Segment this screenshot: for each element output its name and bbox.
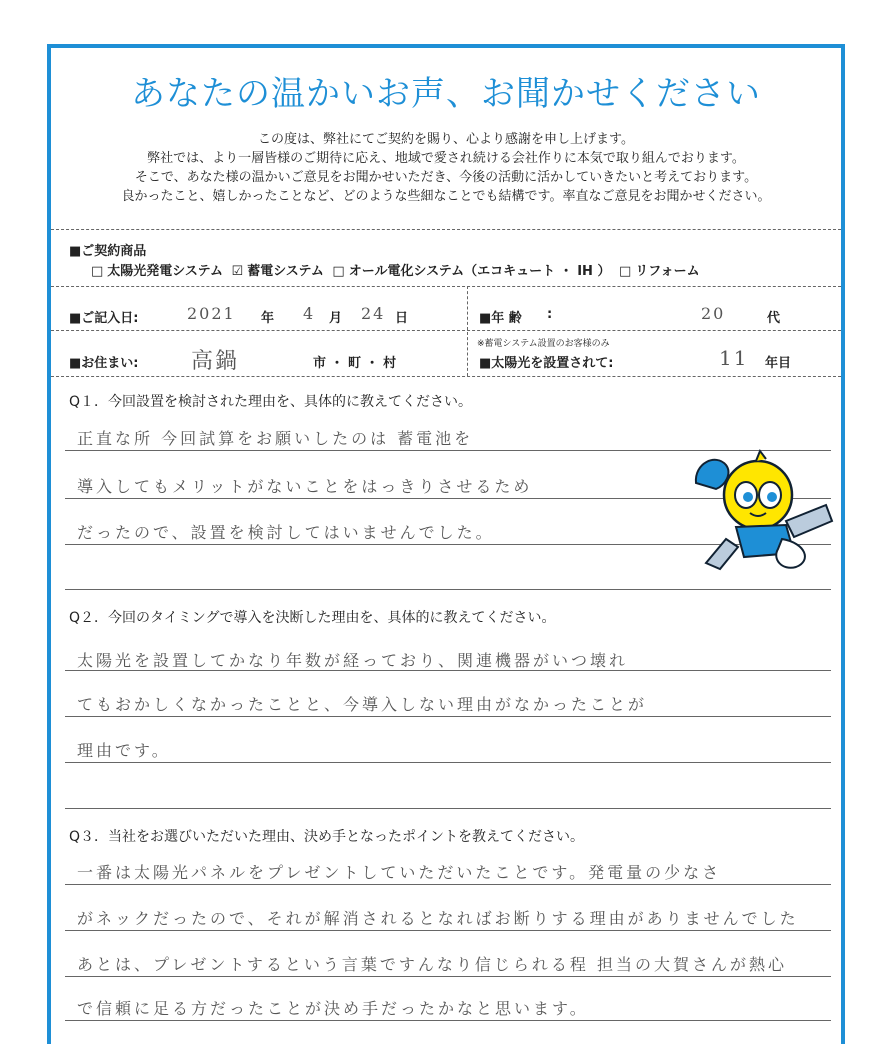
- answer-2-line-2: てもおかしくなかったことと、今導入しない理由がなかったことが: [77, 695, 648, 714]
- month-unit: 月: [329, 311, 343, 326]
- option-storage-label: 蓄電システム: [247, 264, 324, 279]
- answer-line: [65, 808, 831, 809]
- checkbox-storage[interactable]: ☑: [231, 264, 244, 279]
- question-3: Q３．当社をお選びいただいた理由、決め手となったポイントを教えてください。: [69, 829, 585, 845]
- solar-years-unit: 年目: [765, 356, 792, 371]
- answer-1-line-1: 正直な所 今回試算をお願いしたのは 蓄電池を: [77, 429, 474, 448]
- age-colon: :: [547, 307, 553, 322]
- answer-line: [65, 1020, 831, 1021]
- intro-line: この度は、弊社にてご契約を賜り、心より感謝を申し上げます。: [258, 132, 634, 147]
- age-value: 20: [701, 304, 726, 323]
- answer-line: [65, 930, 831, 931]
- checkbox-all-electric[interactable]: □: [332, 264, 345, 279]
- intro-text: [51, 130, 841, 206]
- divider-vertical: [467, 286, 468, 376]
- answer-3-line-4: で信頼に足る方だったことが決め手だったかなと思います。: [77, 999, 589, 1018]
- answer-3-line-3: あとは、プレゼントするという言葉ですんなり信じられる程 担当の大賀さんが熱心: [77, 955, 787, 974]
- answer-3-line-1: 一番は太陽光パネルをプレゼントしていただいたことです。発電量の少なさ: [77, 863, 722, 882]
- answer-2-line-1: 太陽光を設置してかなり年数が経っており、関連機器がいつ壊れ: [77, 651, 629, 670]
- divider: [51, 229, 841, 230]
- address-units: 市 ・ 町 ・ 村: [313, 356, 397, 371]
- divider: [51, 330, 841, 331]
- checkbox-reform[interactable]: □: [619, 264, 632, 279]
- answer-line: [65, 976, 831, 977]
- option-reform-label: リフォーム: [635, 264, 700, 279]
- answer-line: [65, 762, 831, 763]
- solar-label: ■太陽光を設置されて:: [479, 356, 614, 371]
- address-label: ■お住まい:: [69, 356, 139, 371]
- contract-options: [91, 260, 704, 279]
- date-month-value: 4: [303, 304, 316, 323]
- mascot-illustration: [686, 443, 836, 578]
- answer-3-line-2: がネックだったので、それが解消されるとなればお断りする理由がありませんでした: [77, 909, 799, 928]
- answer-2-line-3: 理由です。: [77, 741, 171, 760]
- option-all-electric-label: オール電化システム（エコキュート ・ IH ）: [348, 264, 611, 279]
- date-day-value: 24: [361, 304, 386, 323]
- answer-line: [65, 589, 831, 590]
- answer-line: [65, 884, 831, 885]
- contract-label: ■ご契約商品: [69, 244, 147, 259]
- year-unit: 年: [261, 311, 275, 326]
- solar-years-value: 11: [719, 346, 749, 370]
- divider: [51, 286, 841, 287]
- age-label: ■年 齢: [479, 311, 522, 326]
- question-1: Q１．今回設置を検討された理由を、具体的に教えてください。: [69, 394, 473, 410]
- checkbox-solar[interactable]: □: [91, 264, 104, 279]
- answer-1-line-2: 導入してもメリットがないことをはっきりさせるため: [77, 477, 533, 496]
- answer-line: [65, 670, 831, 671]
- intro-line: 良かったこと、嬉しかったことなど、どのような些細なことでも結構です。率直なご意見をお聞かせください。: [121, 189, 771, 204]
- date-year-value: 2021: [187, 304, 236, 323]
- answer-line: [65, 716, 831, 717]
- option-solar-label: 太陽光発電システム: [107, 264, 223, 279]
- day-unit: 日: [395, 311, 409, 326]
- answer-1-line-3: だったので、設置を検討してはいませんでした。: [77, 523, 495, 542]
- question-2: Q２．今回のタイミングで導入を決断した理由を、具体的に教えてください。: [69, 610, 556, 626]
- solar-note: ※蓄電システム設置のお客様のみ: [477, 339, 610, 349]
- address-value: 高鍋: [191, 349, 240, 374]
- age-unit: 代: [767, 311, 781, 326]
- divider: [51, 376, 841, 377]
- survey-form: [47, 44, 845, 1044]
- intro-line: そこで、あなた様の温かいご意見をお聞かせいただき、今後の活動に活かしていきたいと考えております。: [134, 170, 758, 185]
- page-title: あなたの温かいお声、お聞かせください: [131, 74, 761, 114]
- intro-line: 弊社では、より一層皆様のご期待に応え、地域で愛され続ける会社作りに本気で取り組んでおります。: [147, 151, 745, 166]
- date-label: ■ご記入日:: [69, 311, 139, 326]
